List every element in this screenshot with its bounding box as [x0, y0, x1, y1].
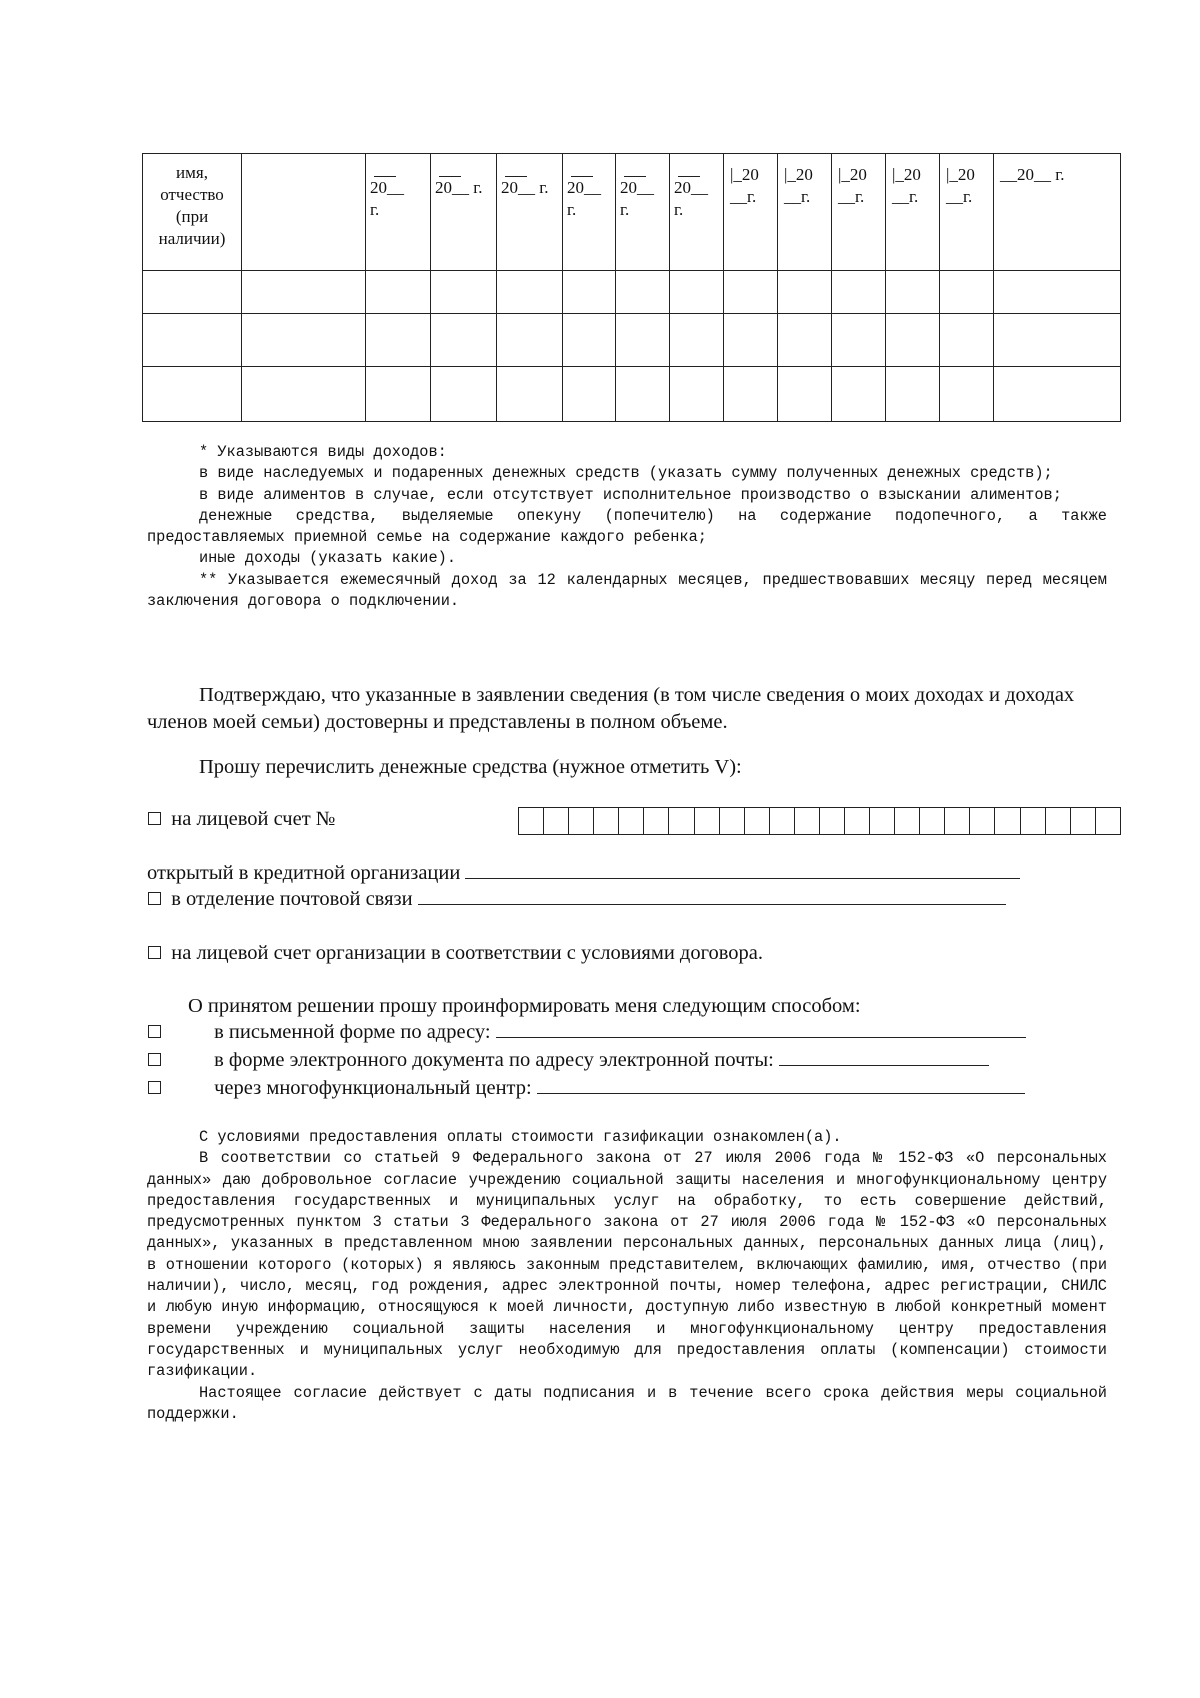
- inform-label-1: в письменной форме по адресу:: [214, 1021, 491, 1043]
- year-cell: |_20 __г.: [940, 154, 994, 271]
- org-checkbox[interactable]: [148, 946, 161, 959]
- year-cell: |_20 __г.: [778, 154, 832, 271]
- inform-title: О принятом решении прошу проинформировать меня следующим способом:: [188, 995, 861, 1017]
- note-line: в виде наследуемых и подаренных денежных средств (указать сумму полученных денежных средств);: [199, 464, 1053, 483]
- name-header: имя, отчество (при наличии): [143, 154, 242, 271]
- inform-option-1: [148, 1019, 1026, 1046]
- inform-checkbox-2[interactable]: [148, 1053, 161, 1066]
- year-cell: |_20 __г.: [832, 154, 886, 271]
- note-line: денежные средства, выделяемые опекуну (попечителю) на содержание подопечного, а также предоставляемых приемной семье на содержание каждого ребенка;: [147, 506, 1107, 547]
- note-line: в виде алиментов в случае, если отсутствует исполнительное производство о взыскании алиментов;: [199, 485, 1062, 504]
- income-table: [142, 153, 1121, 422]
- inform-field-2[interactable]: [779, 1065, 989, 1066]
- post-field[interactable]: [418, 904, 1006, 905]
- consent-block: [147, 1127, 1107, 1425]
- year-cell: 20__ г.: [563, 154, 616, 271]
- year-cell: 20__ г.: [431, 154, 497, 271]
- inform-option-3: [148, 1075, 1025, 1102]
- year-cell: 20__ г.: [670, 154, 724, 271]
- option-org: [148, 940, 763, 967]
- option-account: [148, 806, 335, 833]
- inform-label-2: в форме электронного документа по адресу электронной почты:: [214, 1049, 774, 1071]
- post-row: [148, 886, 1006, 913]
- post-label: в отделение почтовой связи: [171, 888, 413, 910]
- transfer-title: Прошу перечислить денежные средства (нужное отметить V):: [199, 756, 742, 778]
- inform-field-3[interactable]: [537, 1093, 1025, 1094]
- inform-checkbox-1[interactable]: [148, 1025, 161, 1038]
- org-label: на лицевой счет организации в соответствии с условиями договора.: [171, 942, 764, 964]
- consent-p1: С условиями предоставления оплаты стоимости газификации ознакомлен(а).: [199, 1128, 842, 1146]
- year-cell: 20__ г.: [366, 154, 431, 271]
- inform-option-2: [148, 1047, 989, 1074]
- bank-field[interactable]: [465, 878, 1020, 879]
- confirm-text: Подтверждаю, что указанные в заявлении сведения (в том числе сведения о моих доходах и доходах членов моей семьи) достоверны и представлены в полном объеме.: [147, 684, 1075, 733]
- consent-p2: В соответствии со статьей 9 Федерального закона от 27 июля 2006 года № 152-ФЗ «О персональных данных» даю добровольное согласие учреждению социальной защиты населения и многофункциональному центру предоставления государственных и муниципальных услуг на обработку, то есть совершение действий, предусмотренных пунктом 3 статьи 3 Федерального закона от 27 июля 2006 года № 152-ФЗ «О персональных данных», указанных в представленном мною заявлении персональных данных, персональных данных лица (лиц), в отношении которого (которых) я являюсь законным представителем, включающих фамилию, имя, отчество (при наличии), число, месяц, год рождения, адрес электронной почты, номер телефона, адрес регистрации, СНИЛС и любую иную информацию, относящуюся к моей личности, доступную либо известную в любой конкретный момент времени учреждению социальной защиты населения и многофункциональному центру предоставления государственных и муниципальных услуг необходимую для предоставления оплаты (компенсации) стоимости газификации.: [147, 1149, 1107, 1381]
- inform-checkbox-3[interactable]: [148, 1081, 161, 1094]
- account-checkbox[interactable]: [148, 812, 161, 825]
- note-line: иные доходы (указать какие).: [199, 549, 457, 568]
- year-cell: 20__ г.: [497, 154, 563, 271]
- account-number-grid[interactable]: [518, 807, 1121, 835]
- note-line: * Указываются виды доходов:: [199, 443, 447, 461]
- table-row: [143, 271, 1121, 314]
- year-cell: 20__ г.: [616, 154, 670, 271]
- bank-label: открытый в кредитной организации: [147, 862, 461, 884]
- inform-field-1[interactable]: [496, 1037, 1026, 1038]
- consent-p3: Настоящее согласие действует с даты подписания и в течение всего срока действия меры социальной поддержки.: [147, 1383, 1107, 1423]
- inform-label-3: через многофункциональный центр:: [214, 1077, 532, 1099]
- table-row: [143, 367, 1121, 422]
- account-label: на лицевой счет №: [171, 808, 336, 830]
- year-cell: __20__ г.: [994, 154, 1121, 271]
- year-cell: |_20 __г.: [724, 154, 778, 271]
- post-checkbox[interactable]: [148, 892, 161, 905]
- year-cell: |_20 __г.: [886, 154, 940, 271]
- notes: [147, 442, 1107, 612]
- table-cell: [242, 154, 366, 271]
- table-row: [143, 314, 1121, 367]
- note-line: ** Указывается ежемесячный доход за 12 календарных месяцев, предшествовавших месяцу перед месяцем заключения договора о подключении.: [147, 570, 1107, 611]
- bank-row: [147, 860, 1020, 887]
